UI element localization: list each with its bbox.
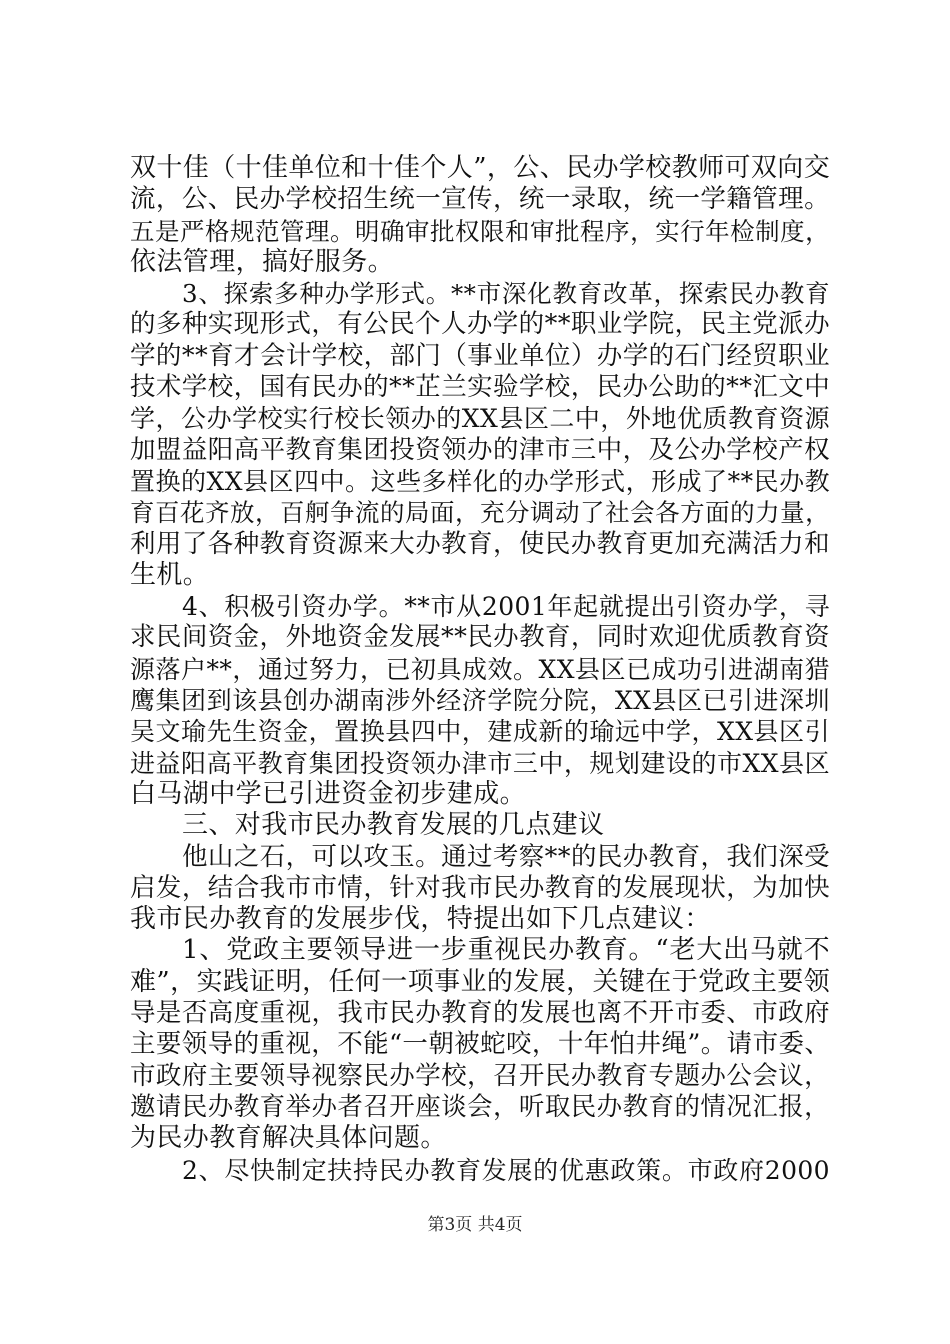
text-line: 的多种实现形式，有公民个人办学的**职业学院，民主党派办 bbox=[130, 309, 830, 340]
text-line: 启发，结合我市市情，针对我市民办教育的发展现状，为加快 bbox=[130, 872, 830, 903]
text-line: 三、对我市民办教育发展的几点建议 bbox=[182, 810, 605, 841]
text-line: 2、尽快制定扶持民办教育发展的优惠政策。市政府2000 bbox=[182, 1155, 830, 1185]
text-line: 育百花齐放，百舸争流的局面，充分调动了社会各方面的力量， bbox=[130, 498, 830, 528]
document-body bbox=[130, 153, 830, 1186]
text-line: 他山之石，可以攻玉。通过考察**的民办教育，我们深受 bbox=[182, 841, 830, 872]
text-line: 吴文瑜先生资金，置换县四中，建成新的瑜远中学，XX县区引 bbox=[130, 717, 830, 747]
text-line: 生机。 bbox=[130, 559, 210, 590]
text-line: 3、探索多种办学形式。**市深化教育改革，探索民办教育 bbox=[182, 279, 830, 309]
text-line: 我市民办教育的发展步伐，特提出如下几点建议： bbox=[130, 904, 711, 935]
text-line: 加盟益阳高平教育集团投资领办的津市三中，及公办学校产权 bbox=[130, 434, 830, 465]
text-line: 五是严格规范管理。明确审批权限和审批程序，实行年检制度， bbox=[130, 216, 830, 246]
text-line: 技术学校，国有民办的**芷兰实验学校，民办公助的**汇文中 bbox=[130, 372, 831, 403]
text-line: 导是否高度重视，我市民办教育的发展也离不开市委、市政府 bbox=[130, 998, 830, 1029]
text-line: 双十佳（十佳单位和十佳个人”，公、民办学校教师可双向交 bbox=[130, 153, 831, 183]
page-number-footer: 第3页 共4页 bbox=[427, 1215, 523, 1235]
text-line: 学的**育才会计学校，部门（事业单位）办学的石门经贸职业 bbox=[130, 340, 830, 371]
text-line: 源落户**，通过努力，已初具成效。XX县区已成功引进湖南猎 bbox=[130, 654, 830, 684]
text-line: 进益阳高平教育集团投资领办津市三中，规划建设的市XX县区 bbox=[130, 748, 830, 778]
text-line: 依法管理，搞好服务。 bbox=[130, 246, 395, 277]
text-line: 难”，实践证明，任何一项事业的发展，关键在于党政主要领 bbox=[130, 966, 831, 997]
text-line: 求民间资金，外地资金发展**民办教育，同时欢迎优质教育资 bbox=[130, 622, 830, 653]
text-line: 利用了各种教育资源来大办教育，使民办教育更加充满活力和 bbox=[130, 528, 830, 559]
text-line: 鹰集团到该县创办湖南涉外经济学院分院，XX县区已引进深圳 bbox=[130, 686, 830, 716]
text-line: 主要领导的重视，不能“一朝被蛇咬，十年怕井绳”。请市委、 bbox=[130, 1029, 831, 1060]
text-line: 流，公、民办学校招生统一宣传，统一录取，统一学籍管理。 bbox=[130, 184, 830, 215]
text-line: 白马湖中学已引进资金初步建成。 bbox=[130, 778, 527, 809]
text-line: 1、党政主要领导进一步重视民办教育。“老大出马就不 bbox=[182, 935, 830, 966]
text-line: 学，公办学校实行校长领办的XX县区二中，外地优质教育资源 bbox=[130, 404, 830, 434]
text-line: 市政府主要领导视察民办学校，召开民办教育专题办公会议， bbox=[130, 1060, 830, 1091]
text-line: 邀请民办教育举办者召开座谈会，听取民办教育的情况汇报， bbox=[130, 1091, 830, 1122]
text-line: 4、积极引资办学。**市从2001年起就提出引资办学，寻 bbox=[182, 592, 830, 622]
text-line: 置换的XX县区四中。这些多样化的办学形式，形成了**民办教 bbox=[130, 466, 830, 496]
text-line: 为民办教育解决具体问题。 bbox=[130, 1123, 447, 1154]
